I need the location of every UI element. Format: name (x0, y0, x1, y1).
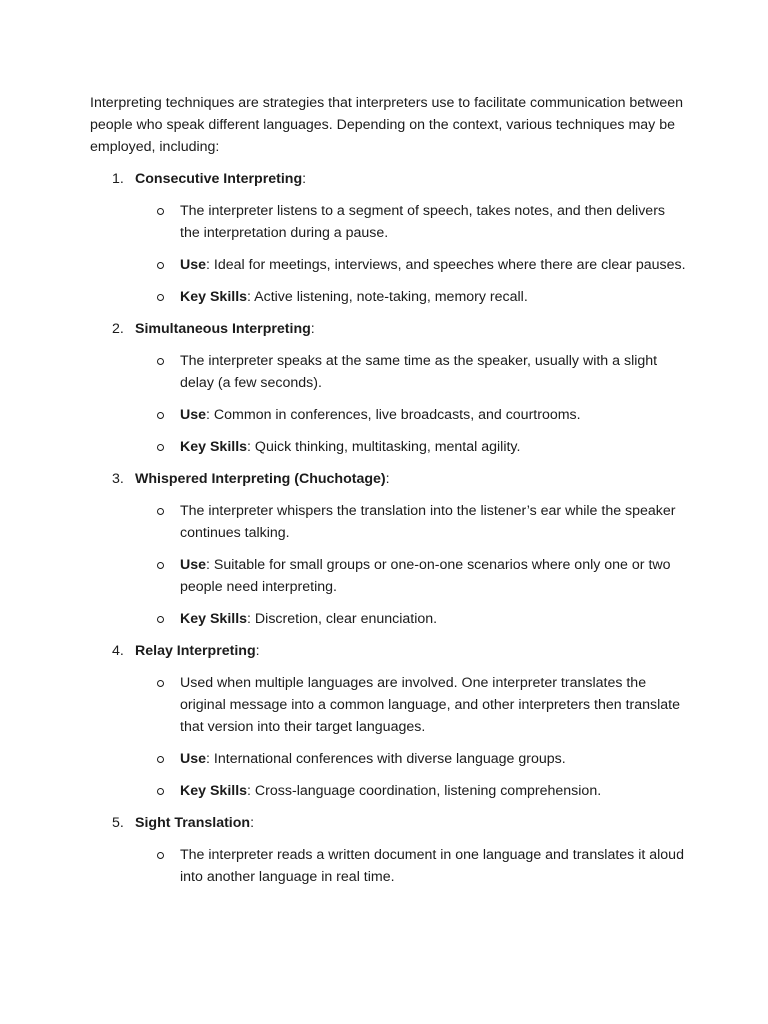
technique-points (90, 500, 686, 630)
hollow-bullet-icon (157, 444, 164, 451)
hollow-bullet-icon (157, 756, 164, 763)
description-item (90, 200, 686, 244)
use-item (90, 748, 686, 770)
use-item (90, 554, 686, 598)
technique-whispered (90, 468, 686, 630)
technique-title: Relay Interpreting (135, 643, 256, 659)
hollow-bullet-icon (157, 262, 164, 269)
technique-title: Simultaneous Interpreting (135, 321, 311, 337)
use-item (90, 254, 686, 276)
technique-number: 4. (112, 643, 124, 659)
technique-heading (90, 812, 686, 834)
skills-item (90, 436, 686, 458)
skills-label: Key Skills (180, 783, 248, 799)
technique-number: 1. (112, 171, 124, 187)
technique-consecutive (90, 168, 686, 308)
skills-label: Key Skills (180, 289, 248, 305)
hollow-bullet-icon (157, 562, 164, 569)
technique-title: Whispered Interpreting (Chuchotage) (135, 471, 386, 487)
hollow-bullet-icon (157, 852, 164, 859)
technique-heading (90, 168, 686, 190)
skills-label: Key Skills (180, 611, 248, 627)
skills-text: : Discretion, clear enunciation. (247, 611, 438, 627)
description-item (90, 500, 686, 544)
use-label: Use (180, 751, 207, 767)
use-text: : Suitable for small groups or one-on-one scenarios where only one or two people need interpreting. (180, 557, 671, 595)
use-text: : Ideal for meetings, interviews, and speeches where there are clear pauses. (206, 257, 686, 273)
skills-item (90, 286, 686, 308)
heading-colon: : (302, 171, 307, 187)
document-body (90, 92, 686, 898)
skills-text: : Quick thinking, multitasking, mental agility. (247, 439, 521, 455)
hollow-bullet-icon (157, 294, 164, 301)
use-text: : Common in conferences, live broadcasts, and courtrooms. (206, 407, 581, 423)
description-item (90, 672, 686, 738)
skills-label: Key Skills (180, 439, 248, 455)
heading-colon: : (385, 471, 390, 487)
heading-colon: : (310, 321, 315, 337)
skills-item (90, 780, 686, 802)
hollow-bullet-icon (157, 508, 164, 515)
skills-item (90, 608, 686, 630)
skills-text: : Active listening, note-taking, memory recall. (247, 289, 528, 305)
use-item (90, 404, 686, 426)
technique-sight-translation (90, 812, 686, 888)
description-text: The interpreter reads a written document in one language and translates it aloud into another language in real time. (180, 847, 684, 885)
technique-number: 2. (112, 321, 124, 337)
use-label: Use (180, 557, 207, 573)
description-text: The interpreter speaks at the same time as the speaker, usually with a slight delay (a few seconds). (180, 353, 658, 391)
intro-paragraph: Interpreting techniques are strategies that interpreters use to facilitate communication between people who speak different languages. Depending on the context, various techniques may be employed, including: (90, 95, 684, 155)
heading-colon: : (250, 815, 255, 831)
description-text: Used when multiple languages are involved. One interpreter translates the original message into a common language, and other interpreters then translate that version into their target languages. (180, 675, 681, 735)
heading-colon: : (255, 643, 260, 659)
technique-relay (90, 640, 686, 802)
technique-points (90, 200, 686, 308)
technique-title: Consecutive Interpreting (135, 171, 303, 187)
hollow-bullet-icon (157, 412, 164, 419)
hollow-bullet-icon (157, 358, 164, 365)
technique-heading (90, 468, 686, 490)
description-text: The interpreter listens to a segment of speech, takes notes, and then delivers the interpretation during a pause. (180, 203, 666, 241)
technique-number: 3. (112, 471, 124, 487)
technique-points (90, 672, 686, 802)
description-text: The interpreter whispers the translation into the listener’s ear while the speaker continues talking. (180, 503, 676, 541)
technique-points (90, 844, 686, 888)
hollow-bullet-icon (157, 208, 164, 215)
hollow-bullet-icon (157, 680, 164, 687)
description-item (90, 350, 686, 394)
use-label: Use (180, 257, 207, 273)
skills-text: : Cross-language coordination, listening comprehension. (247, 783, 602, 799)
hollow-bullet-icon (157, 616, 164, 623)
use-label: Use (180, 407, 207, 423)
hollow-bullet-icon (157, 788, 164, 795)
technique-heading (90, 318, 686, 340)
techniques-list (90, 168, 686, 888)
technique-number: 5. (112, 815, 124, 831)
technique-points (90, 350, 686, 458)
use-text: : International conferences with diverse language groups. (206, 751, 566, 767)
technique-heading (90, 640, 686, 662)
technique-title: Sight Translation (135, 815, 251, 831)
description-item (90, 844, 686, 888)
technique-simultaneous (90, 318, 686, 458)
